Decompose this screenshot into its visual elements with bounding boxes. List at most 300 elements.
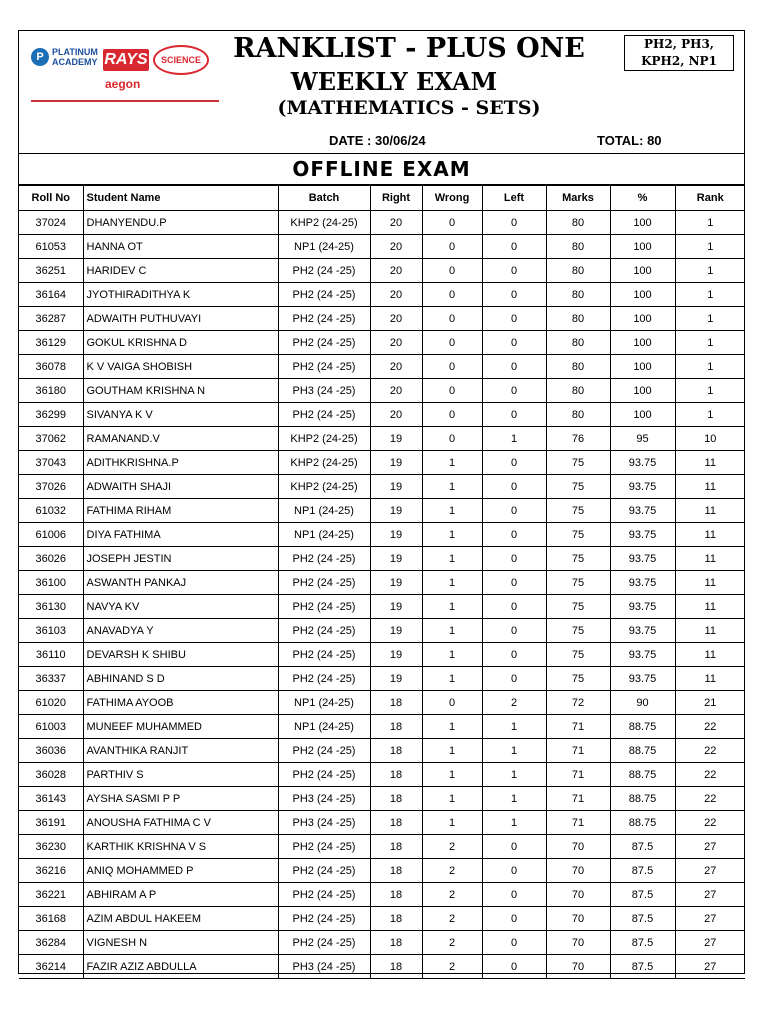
cell-roll-no: 36191 — [19, 811, 83, 835]
table-row — [19, 787, 745, 811]
cell-percent: 88.75 — [610, 739, 675, 763]
cell-rank: 27 — [675, 907, 745, 931]
cell-right: 19 — [370, 451, 422, 475]
table-row — [19, 739, 745, 763]
exam-date: DATE : 30/06/24 — [329, 133, 426, 148]
cell-roll-no: 37024 — [19, 211, 83, 235]
cell-wrong: 0 — [422, 691, 482, 715]
table-row — [19, 619, 745, 643]
cell-batch: PH2 (24 -25) — [278, 739, 370, 763]
cell-batch: PH2 (24 -25) — [278, 331, 370, 355]
cell-left: 0 — [482, 523, 546, 547]
table-row — [19, 859, 745, 883]
cell-marks: 71 — [546, 739, 610, 763]
aegon-logo: aegon — [105, 77, 141, 91]
cell-student-name: ANOUSHA FATHIMA C V — [83, 811, 278, 835]
cell-marks: 75 — [546, 523, 610, 547]
cell-rank: 11 — [675, 523, 745, 547]
table-row — [19, 331, 745, 355]
cell-right: 18 — [370, 835, 422, 859]
cell-marks: 71 — [546, 811, 610, 835]
cell-wrong: 1 — [422, 547, 482, 571]
cell-roll-no: 36284 — [19, 931, 83, 955]
cell-student-name: HANNA OT — [83, 235, 278, 259]
cell-student-name: ASWANTH PANKAJ — [83, 571, 278, 595]
cell-student-name: AZIM ABDUL HAKEEM — [83, 907, 278, 931]
cell-rank: 11 — [675, 595, 745, 619]
cell-left: 1 — [482, 811, 546, 835]
cell-marks: 70 — [546, 931, 610, 955]
batches-line1: PH2, PH3, — [644, 37, 714, 51]
cell-wrong: 2 — [422, 931, 482, 955]
table-row — [19, 475, 745, 499]
platinum-text-line2: ACADEMY — [52, 57, 98, 67]
cell-left: 2 — [482, 691, 546, 715]
cell-student-name: KARTHIK KRISHNA V S — [83, 835, 278, 859]
cell-student-name: DIYA FATHIMA — [83, 523, 278, 547]
cell-batch: KHP2 (24-25) — [278, 475, 370, 499]
cell-wrong: 2 — [422, 859, 482, 883]
cell-student-name: ANAVADYA Y — [83, 619, 278, 643]
cell-left: 1 — [482, 715, 546, 739]
cell-right: 18 — [370, 907, 422, 931]
cell-rank: 1 — [675, 259, 745, 283]
cell-student-name: GOKUL KRISHNA D — [83, 331, 278, 355]
cell-rank: 27 — [675, 835, 745, 859]
cell-percent: 93.75 — [610, 667, 675, 691]
ranklist-table — [19, 185, 745, 979]
col-percent: % — [610, 186, 675, 211]
cell-batch: PH2 (24 -25) — [278, 595, 370, 619]
cell-marks: 80 — [546, 355, 610, 379]
cell-roll-no: 36130 — [19, 595, 83, 619]
cell-batch: PH2 (24 -25) — [278, 907, 370, 931]
col-batch: Batch — [278, 186, 370, 211]
cell-percent: 100 — [610, 331, 675, 355]
cell-left: 0 — [482, 403, 546, 427]
col-left: Left — [482, 186, 546, 211]
cell-batch: PH2 (24 -25) — [278, 355, 370, 379]
cell-batch: PH2 (24 -25) — [278, 619, 370, 643]
table-row — [19, 643, 745, 667]
cell-rank: 1 — [675, 331, 745, 355]
cell-rank: 11 — [675, 475, 745, 499]
cell-right: 20 — [370, 379, 422, 403]
cell-percent: 100 — [610, 211, 675, 235]
cell-marks: 75 — [546, 619, 610, 643]
cell-right: 20 — [370, 235, 422, 259]
cell-batch: NP1 (24-25) — [278, 499, 370, 523]
cell-roll-no: 36110 — [19, 643, 83, 667]
cell-percent: 100 — [610, 403, 675, 427]
cell-rank: 1 — [675, 379, 745, 403]
cell-marks: 75 — [546, 547, 610, 571]
table-row — [19, 955, 745, 979]
cell-wrong: 0 — [422, 355, 482, 379]
cell-percent: 100 — [610, 307, 675, 331]
platinum-logo-icon: P — [31, 48, 49, 66]
col-student-name: Student Name — [83, 186, 278, 211]
cell-right: 20 — [370, 331, 422, 355]
cell-rank: 11 — [675, 499, 745, 523]
cell-rank: 1 — [675, 283, 745, 307]
table-row — [19, 931, 745, 955]
cell-student-name: ADITHKRISHNA.P — [83, 451, 278, 475]
cell-roll-no: 61053 — [19, 235, 83, 259]
cell-right: 18 — [370, 715, 422, 739]
cell-right: 18 — [370, 883, 422, 907]
cell-batch: PH3 (24 -25) — [278, 787, 370, 811]
cell-batch: PH3 (24 -25) — [278, 811, 370, 835]
cell-rank: 22 — [675, 715, 745, 739]
cell-wrong: 2 — [422, 955, 482, 979]
cell-right: 18 — [370, 931, 422, 955]
cell-rank: 1 — [675, 307, 745, 331]
page-title: RANKLIST - PLUS ONE — [233, 33, 585, 64]
cell-student-name: MUNEEF MUHAMMED — [83, 715, 278, 739]
col-marks: Marks — [546, 186, 610, 211]
cell-left: 0 — [482, 643, 546, 667]
cell-left: 0 — [482, 235, 546, 259]
cell-left: 0 — [482, 835, 546, 859]
cell-marks: 80 — [546, 379, 610, 403]
cell-batch: PH3 (24 -25) — [278, 955, 370, 979]
cell-wrong: 1 — [422, 475, 482, 499]
cell-student-name: HARIDEV C — [83, 259, 278, 283]
cell-roll-no: 36036 — [19, 739, 83, 763]
table-row — [19, 763, 745, 787]
cell-marks: 75 — [546, 595, 610, 619]
exam-total: TOTAL: 80 — [597, 133, 662, 148]
cell-percent: 87.5 — [610, 907, 675, 931]
cell-percent: 100 — [610, 379, 675, 403]
table-header-row — [19, 186, 745, 211]
cell-student-name: SIVANYA K V — [83, 403, 278, 427]
cell-left: 0 — [482, 859, 546, 883]
cell-wrong: 2 — [422, 835, 482, 859]
cell-percent: 87.5 — [610, 955, 675, 979]
cell-roll-no: 61003 — [19, 715, 83, 739]
cell-rank: 1 — [675, 211, 745, 235]
table-row — [19, 715, 745, 739]
cell-student-name: JOSEPH JESTIN — [83, 547, 278, 571]
cell-student-name: VIGNESH N — [83, 931, 278, 955]
batches-box — [624, 35, 734, 71]
cell-left: 0 — [482, 331, 546, 355]
cell-wrong: 0 — [422, 259, 482, 283]
logo-divider — [31, 100, 219, 102]
cell-left: 0 — [482, 931, 546, 955]
cell-rank: 11 — [675, 571, 745, 595]
cell-wrong: 1 — [422, 811, 482, 835]
cell-marks: 76 — [546, 427, 610, 451]
cell-right: 19 — [370, 547, 422, 571]
cell-rank: 27 — [675, 883, 745, 907]
cell-roll-no: 36164 — [19, 283, 83, 307]
table-row — [19, 259, 745, 283]
cell-right: 20 — [370, 307, 422, 331]
cell-left: 1 — [482, 739, 546, 763]
cell-percent: 93.75 — [610, 643, 675, 667]
cell-percent: 88.75 — [610, 763, 675, 787]
cell-wrong: 1 — [422, 451, 482, 475]
cell-left: 0 — [482, 307, 546, 331]
cell-wrong: 0 — [422, 403, 482, 427]
cell-roll-no: 36103 — [19, 619, 83, 643]
cell-roll-no: 36168 — [19, 907, 83, 931]
table-row — [19, 379, 745, 403]
cell-student-name: AYSHA SASMI P P — [83, 787, 278, 811]
cell-percent: 87.5 — [610, 931, 675, 955]
table-row — [19, 427, 745, 451]
table-row — [19, 883, 745, 907]
cell-left: 0 — [482, 571, 546, 595]
table-row — [19, 691, 745, 715]
col-rank: Rank — [675, 186, 745, 211]
cell-batch: PH2 (24 -25) — [278, 667, 370, 691]
table-row — [19, 235, 745, 259]
cell-wrong: 2 — [422, 907, 482, 931]
cell-right: 19 — [370, 427, 422, 451]
cell-rank: 1 — [675, 355, 745, 379]
cell-right: 18 — [370, 691, 422, 715]
cell-left: 0 — [482, 667, 546, 691]
cell-marks: 75 — [546, 475, 610, 499]
cell-wrong: 1 — [422, 499, 482, 523]
cell-right: 19 — [370, 499, 422, 523]
table-row — [19, 667, 745, 691]
cell-wrong: 0 — [422, 379, 482, 403]
cell-percent: 93.75 — [610, 451, 675, 475]
cell-left: 1 — [482, 787, 546, 811]
cell-roll-no: 37043 — [19, 451, 83, 475]
cell-wrong: 1 — [422, 571, 482, 595]
table-row — [19, 571, 745, 595]
cell-rank: 22 — [675, 811, 745, 835]
cell-roll-no: 36299 — [19, 403, 83, 427]
cell-batch: NP1 (24-25) — [278, 715, 370, 739]
cell-left: 0 — [482, 499, 546, 523]
cell-wrong: 1 — [422, 619, 482, 643]
col-wrong: Wrong — [422, 186, 482, 211]
table-row — [19, 523, 745, 547]
cell-right: 20 — [370, 211, 422, 235]
cell-batch: PH2 (24 -25) — [278, 307, 370, 331]
cell-right: 19 — [370, 619, 422, 643]
cell-batch: KHP2 (24-25) — [278, 211, 370, 235]
cell-marks: 71 — [546, 787, 610, 811]
cell-right: 18 — [370, 859, 422, 883]
col-right: Right — [370, 186, 422, 211]
cell-left: 0 — [482, 619, 546, 643]
cell-right: 19 — [370, 523, 422, 547]
cell-roll-no: 36287 — [19, 307, 83, 331]
cell-wrong: 0 — [422, 235, 482, 259]
cell-batch: PH3 (24 -25) — [278, 379, 370, 403]
cell-left: 0 — [482, 955, 546, 979]
cell-rank: 1 — [675, 235, 745, 259]
cell-rank: 22 — [675, 739, 745, 763]
cell-right: 18 — [370, 787, 422, 811]
cell-wrong: 2 — [422, 883, 482, 907]
cell-percent: 87.5 — [610, 835, 675, 859]
cell-student-name: ABHINAND S D — [83, 667, 278, 691]
cell-student-name: FATHIMA RIHAM — [83, 499, 278, 523]
cell-student-name: ABHIRAM A P — [83, 883, 278, 907]
table-row — [19, 355, 745, 379]
cell-batch: PH2 (24 -25) — [278, 883, 370, 907]
cell-marks: 80 — [546, 211, 610, 235]
platinum-academy-logo — [31, 47, 98, 67]
cell-roll-no: 36143 — [19, 787, 83, 811]
cell-rank: 27 — [675, 931, 745, 955]
cell-batch: PH2 (24 -25) — [278, 283, 370, 307]
cell-percent: 93.75 — [610, 595, 675, 619]
cell-roll-no: 36216 — [19, 859, 83, 883]
cell-marks: 70 — [546, 955, 610, 979]
cell-wrong: 0 — [422, 307, 482, 331]
cell-left: 1 — [482, 427, 546, 451]
cell-left: 0 — [482, 379, 546, 403]
cell-right: 19 — [370, 667, 422, 691]
cell-wrong: 0 — [422, 427, 482, 451]
cell-student-name: NAVYA KV — [83, 595, 278, 619]
cell-percent: 95 — [610, 427, 675, 451]
cell-marks: 70 — [546, 907, 610, 931]
cell-roll-no: 61006 — [19, 523, 83, 547]
page-subtitle: WEEKLY EXAM — [290, 67, 498, 96]
cell-roll-no: 36337 — [19, 667, 83, 691]
cell-marks: 70 — [546, 859, 610, 883]
cell-percent: 100 — [610, 235, 675, 259]
cell-batch: PH2 (24 -25) — [278, 259, 370, 283]
cell-percent: 88.75 — [610, 811, 675, 835]
cell-percent: 100 — [610, 355, 675, 379]
cell-marks: 70 — [546, 883, 610, 907]
cell-right: 18 — [370, 811, 422, 835]
cell-student-name: ADWAITH PUTHUVAYI — [83, 307, 278, 331]
science-centre-logo: SCIENCE — [153, 45, 209, 75]
cell-left: 0 — [482, 451, 546, 475]
cell-batch: PH2 (24 -25) — [278, 571, 370, 595]
cell-rank: 22 — [675, 787, 745, 811]
cell-rank: 1 — [675, 403, 745, 427]
table-row — [19, 211, 745, 235]
cell-percent: 93.75 — [610, 547, 675, 571]
table-row — [19, 307, 745, 331]
cell-right: 19 — [370, 595, 422, 619]
cell-batch: KHP2 (24-25) — [278, 451, 370, 475]
cell-rank: 11 — [675, 619, 745, 643]
cell-roll-no: 37026 — [19, 475, 83, 499]
exam-type-heading: OFFLINE EXAM — [19, 154, 744, 185]
cell-rank: 11 — [675, 451, 745, 475]
cell-roll-no: 36026 — [19, 547, 83, 571]
cell-batch: PH2 (24 -25) — [278, 835, 370, 859]
cell-percent: 93.75 — [610, 571, 675, 595]
cell-marks: 72 — [546, 691, 610, 715]
cell-left: 0 — [482, 883, 546, 907]
cell-student-name: ADWAITH SHAJI — [83, 475, 278, 499]
cell-wrong: 1 — [422, 523, 482, 547]
cell-student-name: DEVARSH K SHIBU — [83, 643, 278, 667]
cell-right: 20 — [370, 283, 422, 307]
batches-line2: KPH2, NP1 — [641, 54, 717, 68]
cell-roll-no: 36230 — [19, 835, 83, 859]
cell-batch: NP1 (24-25) — [278, 523, 370, 547]
cell-roll-no: 36251 — [19, 259, 83, 283]
cell-percent: 88.75 — [610, 787, 675, 811]
cell-left: 0 — [482, 547, 546, 571]
cell-roll-no: 36100 — [19, 571, 83, 595]
cell-marks: 71 — [546, 715, 610, 739]
cell-student-name: JYOTHIRADITHYA K — [83, 283, 278, 307]
cell-percent: 88.75 — [610, 715, 675, 739]
table-row — [19, 595, 745, 619]
cell-percent: 93.75 — [610, 619, 675, 643]
cell-right: 20 — [370, 259, 422, 283]
ranklist-sheet — [18, 30, 745, 974]
cell-roll-no: 36221 — [19, 883, 83, 907]
cell-rank: 27 — [675, 955, 745, 979]
cell-roll-no: 61032 — [19, 499, 83, 523]
cell-wrong: 1 — [422, 763, 482, 787]
cell-marks: 80 — [546, 403, 610, 427]
cell-marks: 75 — [546, 451, 610, 475]
cell-rank: 10 — [675, 427, 745, 451]
cell-wrong: 1 — [422, 595, 482, 619]
cell-percent: 87.5 — [610, 883, 675, 907]
cell-student-name: DHANYENDU.P — [83, 211, 278, 235]
cell-marks: 75 — [546, 643, 610, 667]
cell-marks: 80 — [546, 283, 610, 307]
table-row — [19, 499, 745, 523]
cell-marks: 80 — [546, 235, 610, 259]
cell-rank: 27 — [675, 859, 745, 883]
header — [19, 31, 744, 154]
cell-rank: 11 — [675, 667, 745, 691]
cell-student-name: FATHIMA AYOOB — [83, 691, 278, 715]
cell-left: 0 — [482, 283, 546, 307]
cell-batch: PH2 (24 -25) — [278, 403, 370, 427]
cell-percent: 87.5 — [610, 859, 675, 883]
cell-roll-no: 36028 — [19, 763, 83, 787]
cell-rank: 11 — [675, 547, 745, 571]
cell-marks: 75 — [546, 667, 610, 691]
cell-roll-no: 36078 — [19, 355, 83, 379]
cell-marks: 71 — [546, 763, 610, 787]
cell-student-name: K V VAIGA SHOBISH — [83, 355, 278, 379]
cell-left: 0 — [482, 355, 546, 379]
cell-wrong: 0 — [422, 211, 482, 235]
cell-left: 0 — [482, 907, 546, 931]
cell-marks: 80 — [546, 259, 610, 283]
cell-roll-no: 37062 — [19, 427, 83, 451]
table-row — [19, 451, 745, 475]
cell-batch: KHP2 (24-25) — [278, 427, 370, 451]
cell-wrong: 1 — [422, 715, 482, 739]
cell-percent: 93.75 — [610, 523, 675, 547]
cell-wrong: 0 — [422, 331, 482, 355]
cell-left: 0 — [482, 475, 546, 499]
cell-marks: 75 — [546, 571, 610, 595]
cell-right: 19 — [370, 643, 422, 667]
cell-batch: PH2 (24 -25) — [278, 547, 370, 571]
cell-batch: NP1 (24-25) — [278, 691, 370, 715]
cell-right: 18 — [370, 955, 422, 979]
table-row — [19, 835, 745, 859]
table-row — [19, 811, 745, 835]
